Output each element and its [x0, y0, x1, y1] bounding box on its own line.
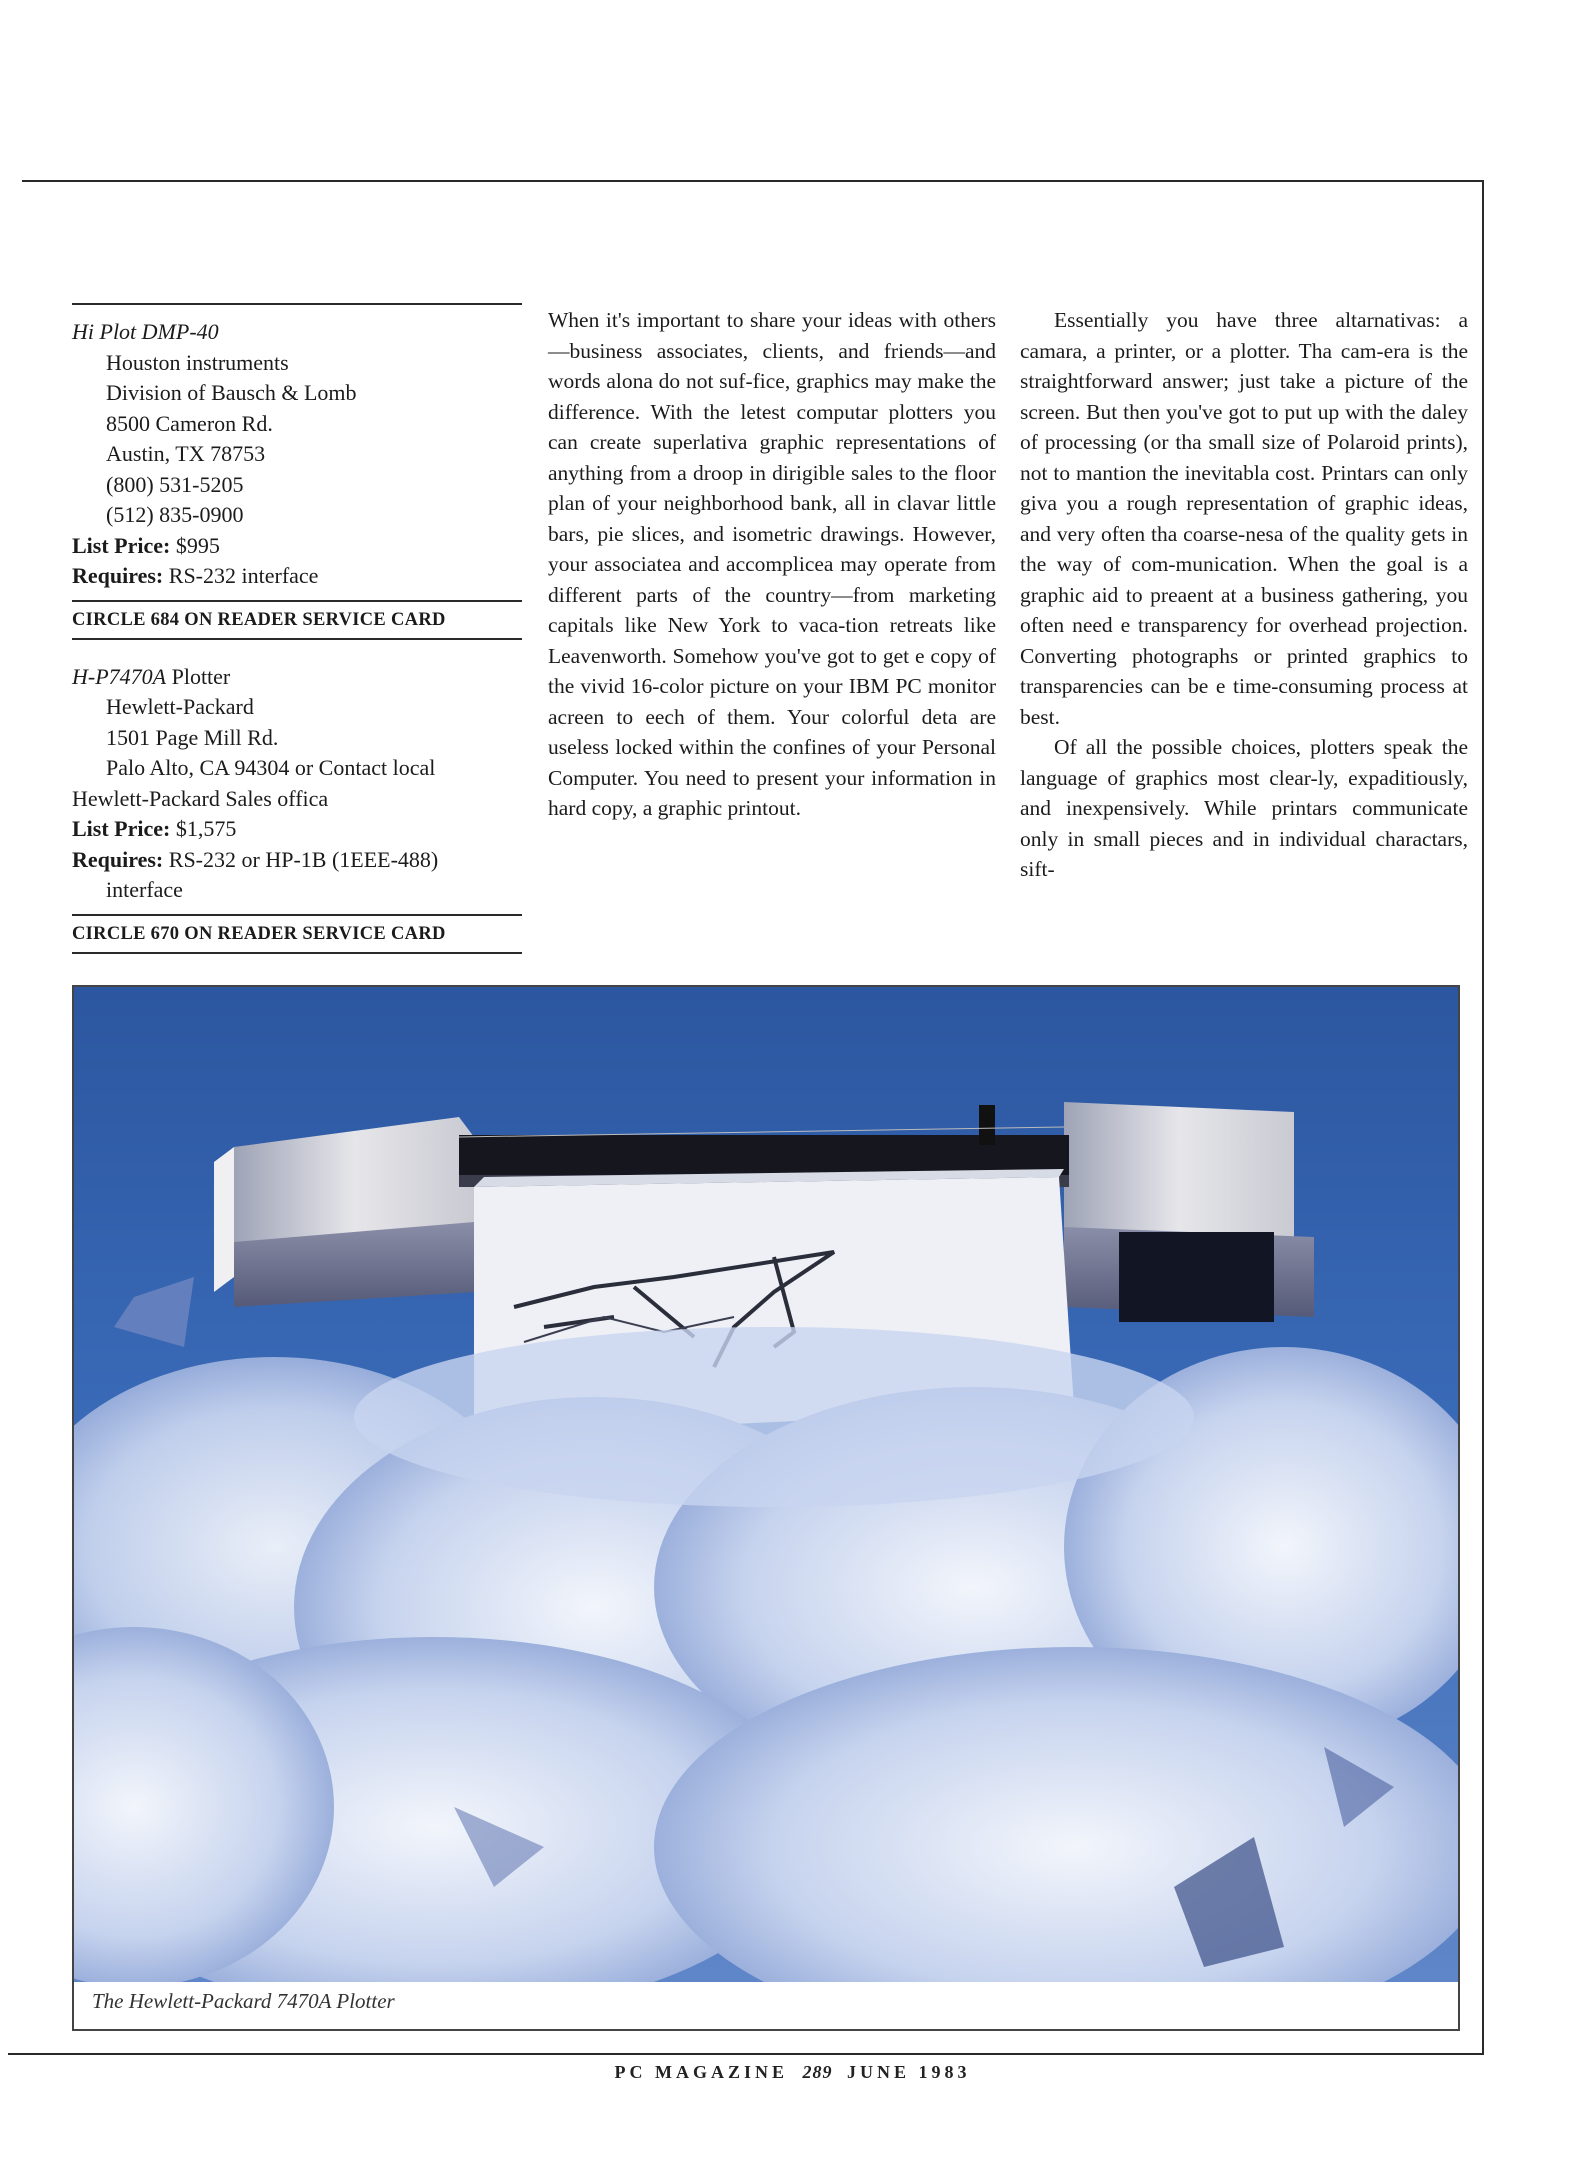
product-name: H-P7470A Plotter — [72, 663, 231, 689]
photo-frame — [72, 985, 1460, 2031]
address-line: Houston instruments — [106, 349, 289, 375]
list-price: List Price: $995 — [72, 532, 220, 558]
keypad — [1119, 1232, 1274, 1322]
address-line: Hewlett-Packard Sales offica — [72, 785, 329, 811]
reader-service-circle: CIRCLE 684 ON READER SERVICE CARD — [72, 600, 522, 640]
address-line: 8500 Cameron Rd. — [106, 410, 273, 436]
article-paragraph: Of all the possible choices, plotters speak the language of graphics most clear-ly, expaditiously, and inexpensively. While printars communicate only in small pieces and in individual charactars, sift- — [1020, 735, 1468, 881]
bottom-rule — [8, 2053, 1484, 2055]
right-rule — [1482, 180, 1484, 2055]
phone-line: (800) 531-5205 — [106, 471, 244, 497]
top-rule — [22, 180, 1484, 182]
magazine-name: PC MAGAZINE — [614, 2062, 788, 2082]
address-line: Palo Alto, CA 94304 or Contact local — [106, 755, 436, 780]
requires-continued: interface — [106, 877, 183, 902]
article-column-1 — [548, 305, 996, 824]
crumpled-paper-foreground — [74, 1277, 1458, 1982]
address-line: Hewlett-Packard — [106, 694, 254, 719]
reader-service-circle: CIRCLE 670 ON READER SERVICE CARD — [72, 914, 522, 954]
address-line: Division of Bausch & Lomb — [106, 380, 357, 405]
article-column-2 — [1020, 305, 1468, 885]
article-paragraph: Essentially you have three altarnativas: a camara, a printer, or a plotter. Tha cam-era is the straightforward answer; just take a picture of the screen. But then you've got to put up with the daley of processing (or tha small size of Polaroid prints), not to mantion the inevitabla cost. Printars can only giva you a rough representation of graphic ideas, and very often tha coarse-nesa of the quality gets in the way of com-munication. When the goal is a graphic aid to preaent at a business gathering, you often need e transparency for overhead projection. Converting photographs or printed graphics to transparencies can be e time-consuming process at best. — [1020, 308, 1468, 729]
list-price: List Price: $1,575 — [72, 816, 237, 841]
photo-caption: The Hewlett-Packard 7470A Plotter — [92, 1989, 395, 2013]
product-box-dmp40 — [72, 303, 522, 640]
requires: Requires: RS-232 or HP-1B (1EEE-488) — [72, 846, 439, 872]
address-line: Austin, TX 78753 — [106, 441, 266, 466]
product-name: Hi Plot DMP-40 — [72, 319, 219, 344]
phone-line: (512) 835-0900 — [106, 502, 244, 527]
address-line: 1501 Page Mill Rd. — [106, 724, 279, 750]
page-number: 289 — [802, 2062, 833, 2082]
page-footer — [0, 2062, 1585, 2083]
issue-date: JUNE 1983 — [846, 2062, 971, 2082]
product-box-hp7470a — [72, 662, 522, 954]
article-paragraph: When it's important to share your ideas with others—business associates, clients, and friends—and words alona do not suf-fice, graphics may make the difference. With the letest computar plotters you can create superlativa graphic representations of anything from a droop in dirigible sales to the floor plan of your neighborhood bank, all in clavar little bars, pie slices, and isometric drawings. However, your associatea and accomplicea may operate from different parts of the country—from marketing capitals like New York to vaca-tion retreats like Leavenworth. Somehow you've got to get e copy of the vivid 16-color picture on your IBM PC monitor acreen to eech of them. Your colorful deta are useless locked within the confines of your Personal Computer. You need to present your information in hard copy, a graphic printout. — [548, 308, 996, 820]
plotter-right-unit — [1064, 1102, 1314, 1322]
plotter-photo — [74, 987, 1458, 1982]
plotter-left-unit — [214, 1117, 474, 1307]
product-info-sidebar — [72, 303, 522, 976]
requires: Requires: RS-232 interface — [72, 563, 319, 588]
